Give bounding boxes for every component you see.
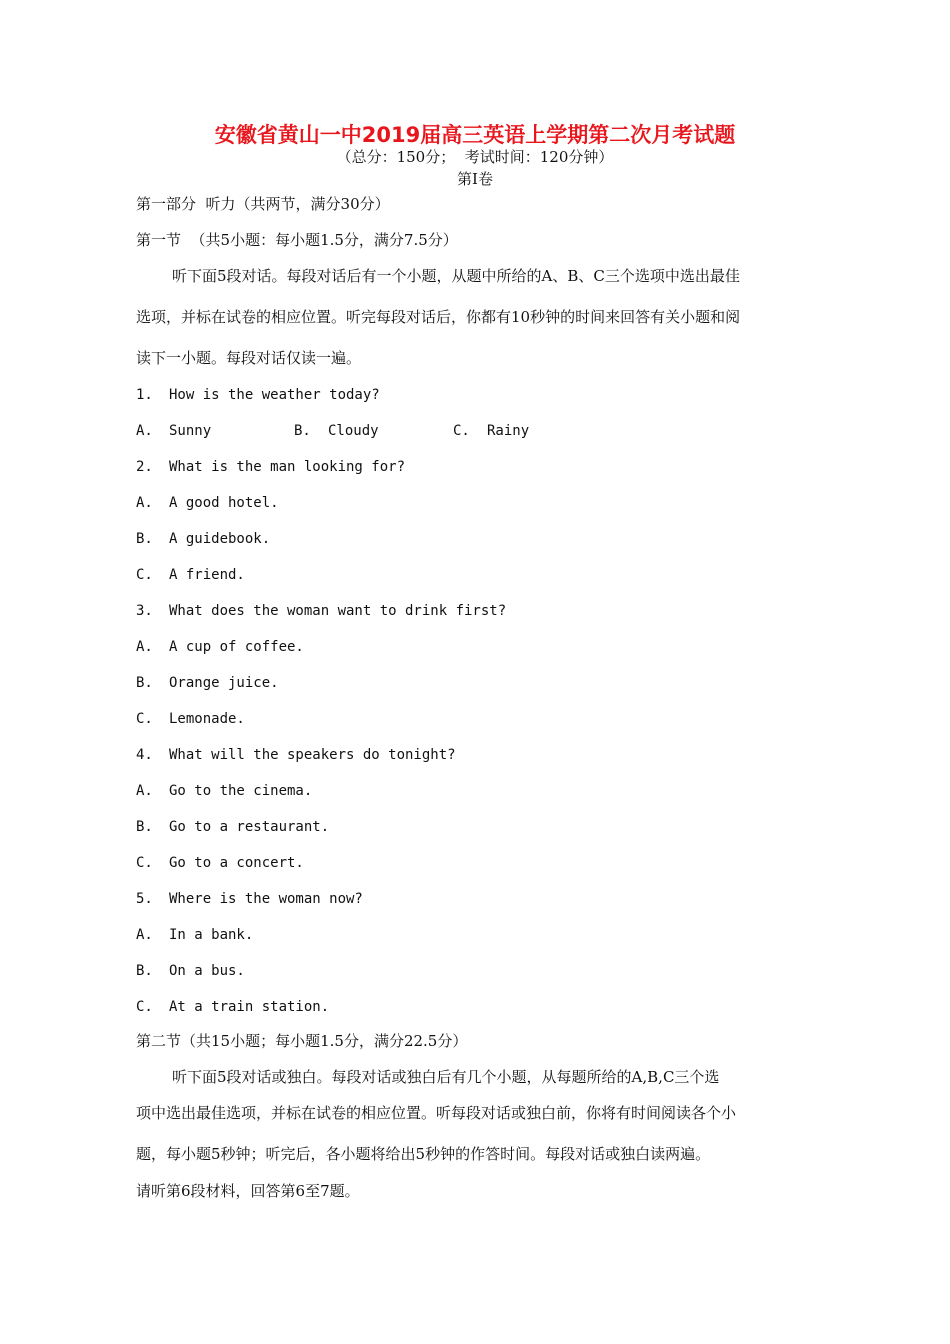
option-text: Go to a restaurant.: [169, 819, 330, 835]
option-text: Sunny: [169, 423, 212, 439]
option-label: B.: [294, 423, 311, 439]
section1-heading: 第一节 （共5小题：每小题1.5分，满分7.5分）: [136, 231, 458, 249]
option-label: A.: [136, 639, 153, 655]
option-text: Go to the cinema.: [169, 783, 313, 799]
option-label: A.: [136, 423, 153, 439]
option-label: B.: [136, 963, 153, 979]
question-text: What will the speakers do tonight?: [169, 747, 456, 763]
option-label: C.: [136, 999, 153, 1015]
option-text: Cloudy: [328, 423, 379, 439]
section2-instruction-line: 听下面5段对话或独白。每段对话或独白后有几个小题，从每题所给的A,B,C三个选: [172, 1068, 720, 1086]
volume-label: 第Ⅰ卷: [457, 170, 493, 188]
option-label: B.: [136, 531, 153, 547]
question-number: 2.: [136, 459, 153, 475]
option-text: On a bus.: [169, 963, 245, 979]
option-text: Go to a concert.: [169, 855, 304, 871]
exam-info: （总分：150分； 考试时间：120分钟）: [336, 148, 614, 166]
question-number: 5.: [136, 891, 153, 907]
question-number: 1.: [136, 387, 153, 403]
question-text: Where is the woman now?: [169, 891, 363, 907]
option-text: A friend.: [169, 567, 245, 583]
option-label: A.: [136, 495, 153, 511]
option-label: B.: [136, 675, 153, 691]
question-number: 3.: [136, 603, 153, 619]
section2-prompt: 请听第6段材料，回答第6至7题。: [136, 1182, 360, 1200]
section1-instruction-line: 听下面5段对话。每段对话后有一个小题，从题中所给的A、B、C三个选项中选出最佳: [172, 267, 740, 285]
question-text: What does the woman want to drink first?: [169, 603, 507, 619]
question-text: What is the man looking for?: [169, 459, 406, 475]
option-text: Rainy: [487, 423, 530, 439]
option-label: C.: [136, 711, 153, 727]
option-label: A.: [136, 783, 153, 799]
question-number: 4.: [136, 747, 153, 763]
option-text: A good hotel.: [169, 495, 279, 511]
question-text: How is the weather today?: [169, 387, 380, 403]
option-text: A guidebook.: [169, 531, 271, 547]
section2-heading: 第二节（共15小题；每小题1.5分，满分22.5分）: [136, 1032, 468, 1050]
part1-heading: 第一部分 听力（共两节，满分30分）: [136, 195, 390, 213]
section2-instruction-line: 项中选出最佳选项，并标在试卷的相应位置。听每段对话或独白前，你将有时间阅读各个小: [136, 1104, 737, 1122]
section2-instruction-line: 题，每小题5秒钟；听完后，各小题将给出5秒钟的作答时间。每段对话或独白读两遍。: [136, 1145, 711, 1163]
section1-instruction-line: 选项，并标在试卷的相应位置。听完每段对话后，你都有10秒钟的时间来回答有关小题和阅: [136, 308, 741, 326]
option-label: C.: [136, 567, 153, 583]
option-text: In a bank.: [169, 927, 254, 943]
option-label: A.: [136, 927, 153, 943]
option-label: C.: [136, 855, 153, 871]
option-label: C.: [453, 423, 470, 439]
option-text: At a train station.: [169, 999, 330, 1015]
option-text: Orange juice.: [169, 675, 279, 691]
option-label: B.: [136, 819, 153, 835]
option-text: A cup of coffee.: [169, 639, 304, 655]
document-title: 安徽省黄山一中2019届高三英语上学期第二次月考试题: [214, 123, 736, 147]
section1-instruction-line: 读下一小题。每段对话仅读一遍。: [136, 349, 362, 367]
option-text: Lemonade.: [169, 711, 245, 727]
